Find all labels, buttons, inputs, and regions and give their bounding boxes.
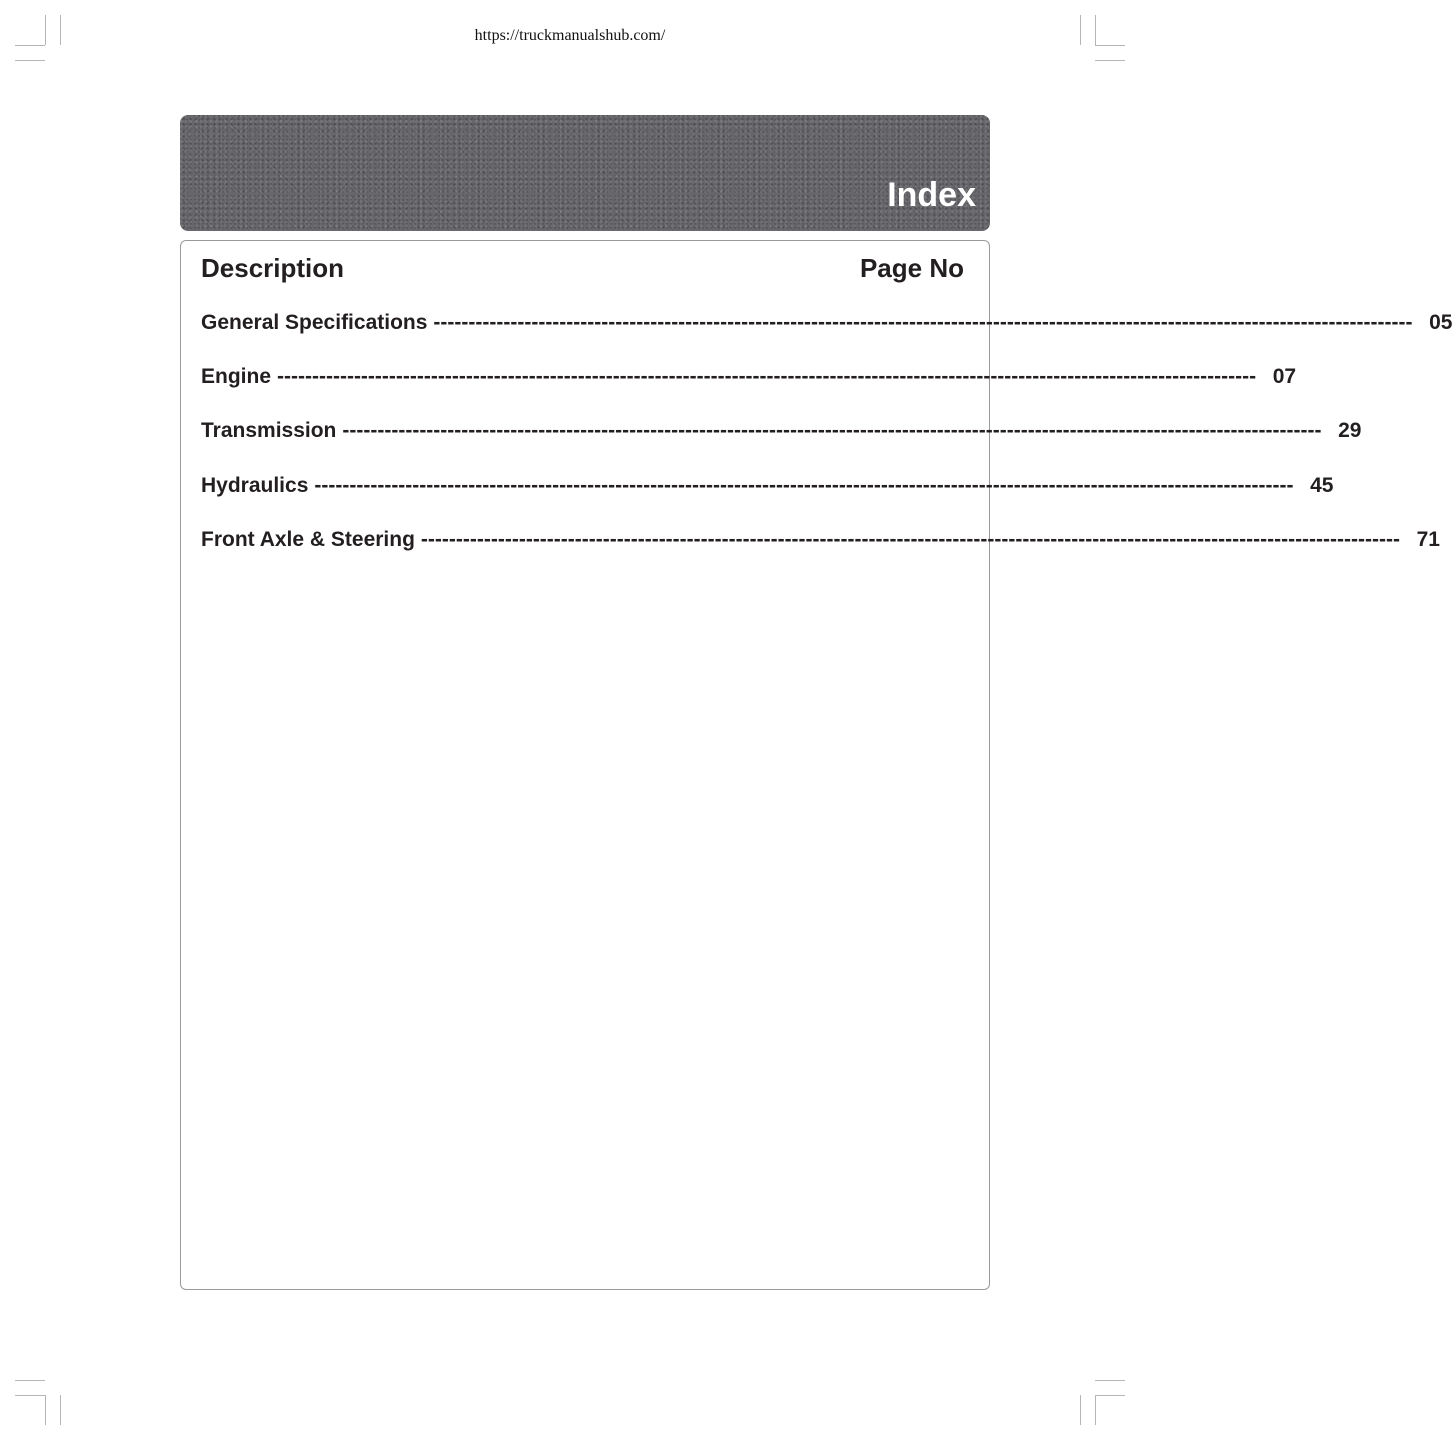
index-entry-general-specifications[interactable] xyxy=(201,311,1452,335)
entry-page-number: 29 xyxy=(1338,419,1362,442)
index-banner xyxy=(180,115,990,231)
page-title: Index xyxy=(887,176,976,214)
index-entry-transmission[interactable] xyxy=(201,419,1362,443)
entry-title: Hydraulics xyxy=(201,474,309,497)
crop-mark xyxy=(15,1395,45,1396)
entry-title: Front Axle & Steering xyxy=(201,528,415,551)
entry-page-number: 71 xyxy=(1416,528,1440,551)
crop-mark xyxy=(1095,45,1125,46)
crop-mark xyxy=(1080,1395,1081,1425)
crop-mark xyxy=(1095,60,1125,61)
crop-mark xyxy=(60,1395,61,1425)
crop-mark xyxy=(15,60,45,61)
entry-page-number: 45 xyxy=(1310,474,1334,497)
header-url: https://truckmanualshub.com/ xyxy=(474,27,666,44)
dot-leader: -------------------------------------------------------------------------------------------------------------------------------------------- xyxy=(342,419,1322,442)
dot-leader: -------------------------------------------------------------------------------------------------------------------------------------------- xyxy=(277,365,1257,388)
entry-title: Transmission xyxy=(201,419,337,442)
entry-title: General Specifications xyxy=(201,311,428,334)
crop-mark xyxy=(45,1395,46,1425)
index-table xyxy=(180,240,1452,1290)
dot-leader: -------------------------------------------------------------------------------------------------------------------------------------------- xyxy=(433,311,1413,334)
index-entry-engine[interactable] xyxy=(201,365,1297,389)
description-column-header: Description xyxy=(201,253,345,283)
page-no-column-header: Page No xyxy=(859,253,964,283)
crop-mark xyxy=(1095,1395,1096,1425)
entry-page-number: 05 xyxy=(1429,311,1452,334)
crop-mark xyxy=(15,45,45,46)
entry-title: Engine xyxy=(201,365,272,388)
index-entry-front-axle-steering[interactable] xyxy=(201,528,1440,552)
dot-leader: -------------------------------------------------------------------------------------------------------------------------------------------- xyxy=(314,474,1294,497)
dot-leader: -------------------------------------------------------------------------------------------------------------------------------------------- xyxy=(420,528,1400,551)
crop-mark xyxy=(1095,1395,1125,1396)
crop-mark xyxy=(1095,1380,1125,1381)
index-entry-hydraulics[interactable] xyxy=(201,474,1334,498)
crop-mark xyxy=(15,1380,45,1381)
entry-page-number: 07 xyxy=(1272,365,1297,388)
